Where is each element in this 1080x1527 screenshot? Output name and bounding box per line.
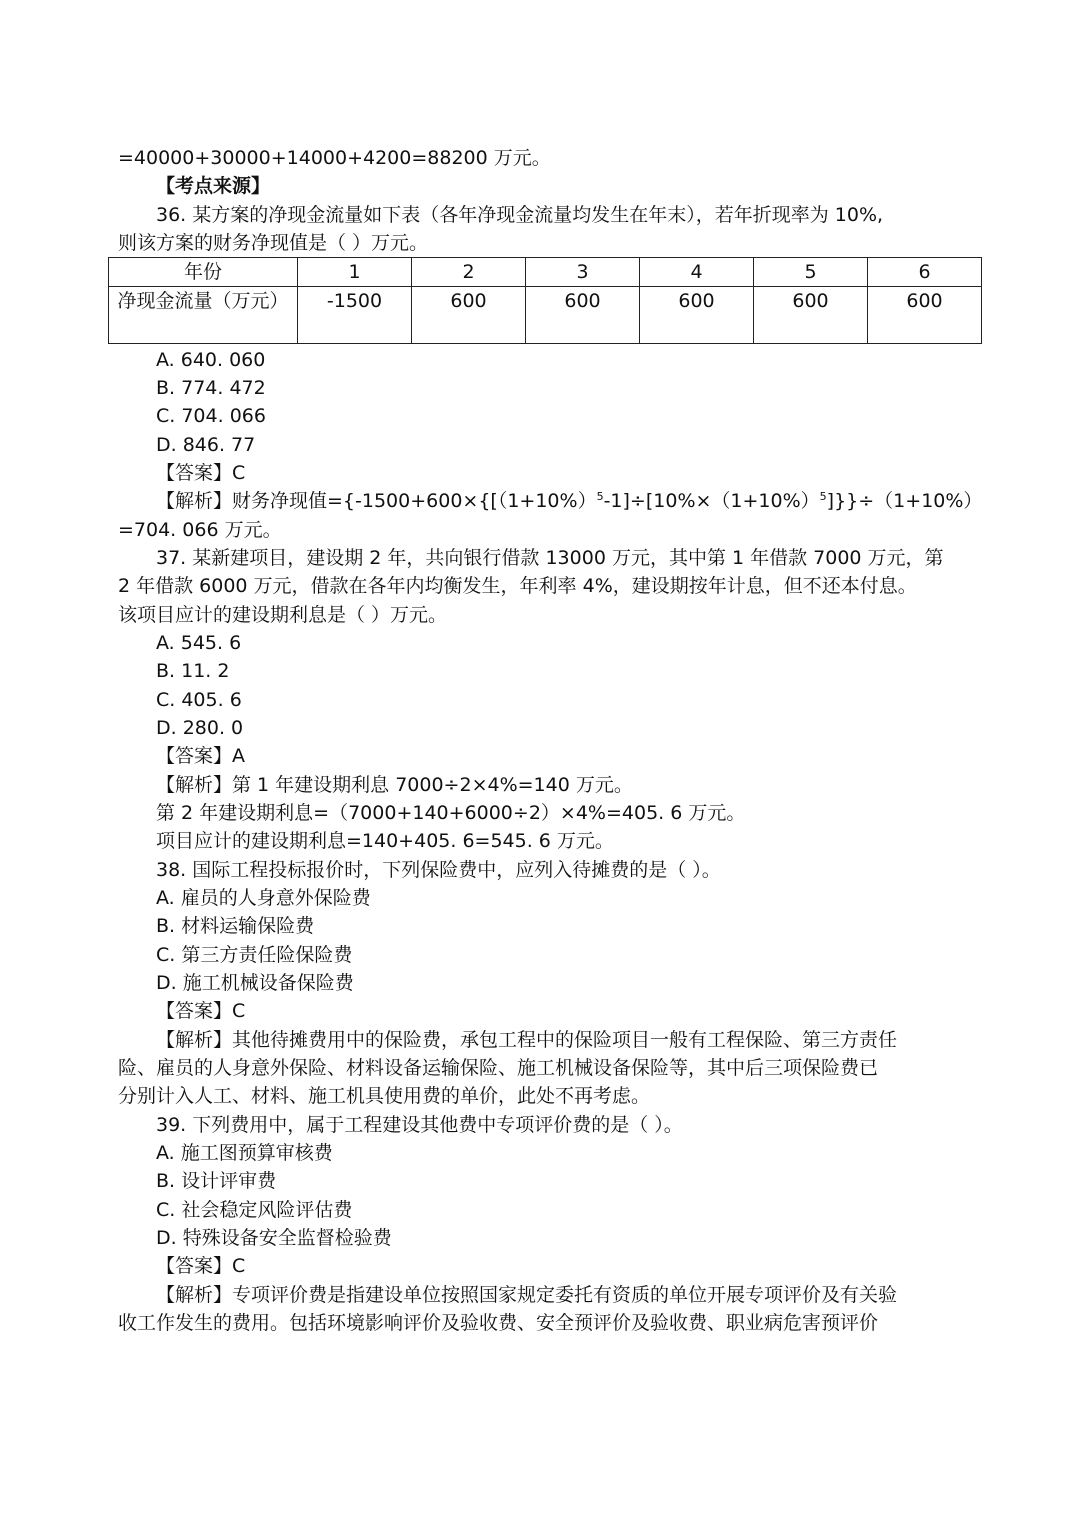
q36-option-b: B. 774. 472: [156, 377, 266, 399]
table-value-cell: -1500: [298, 287, 412, 344]
q37-analysis-line1: 【解析】第 1 年建设期利息 7000÷2×4%=140 万元。: [156, 774, 633, 796]
q37-answer: 【答案】A: [156, 745, 245, 767]
q37-analysis-line2: 第 2 年建设期利息=（7000+140+6000÷2）×4%=405. 6 万元。: [156, 802, 746, 824]
q38-answer: 【答案】C: [156, 1000, 246, 1022]
table-year-cell: 3: [526, 258, 640, 287]
q37-stem-line3: 该项目应计的建设期利息是（ ）万元。: [118, 604, 448, 626]
q39-option-d: D. 特殊设备安全监督检验费: [156, 1227, 392, 1249]
q36-option-a: A. 640. 060: [156, 349, 266, 371]
q36-analysis-line1: [156, 487, 1036, 515]
q39-analysis-line2: 收工作发生的费用。包括环境影响评价及验收费、安全预评价及验收费、职业病危害预评价: [118, 1312, 879, 1334]
cash-flow-table: [108, 257, 982, 344]
q37-option-c: C. 405. 6: [156, 689, 242, 711]
q38-stem: 38. 国际工程投标报价时，下列保险费中，应列入待摊费的是（ ）。: [156, 859, 721, 881]
q36-stem-line1: 36. 某方案的净现金流量如下表（各年净现金流量均发生在年末），若年折现率为 10%,: [156, 204, 884, 226]
q36-analysis-part2: -1]÷[10%×（1+10%）: [603, 490, 820, 512]
q37-stem-line1: 37. 某新建项目，建设期 2 年，共向银行借款 13000 万元，其中第 1 年借款 7000 万元，第: [156, 547, 944, 569]
table-year-cell: 6: [868, 258, 982, 287]
table-row-years: [109, 258, 982, 287]
q39-answer: 【答案】C: [156, 1255, 246, 1277]
table-year-cell: 1: [298, 258, 412, 287]
table-value-cell: 600: [526, 287, 640, 344]
q39-option-a: A. 施工图预算审核费: [156, 1142, 333, 1164]
q38-option-c: C. 第三方责任险保险费: [156, 944, 353, 966]
q36-answer: 【答案】C: [156, 462, 246, 484]
q36-stem-line2: 则该方案的财务净现值是（ ）万元。: [118, 232, 429, 254]
table-value-cell: 600: [868, 287, 982, 344]
q39-option-c: C. 社会稳定风险评估费: [156, 1199, 353, 1221]
source-heading: 【考点来源】: [156, 175, 271, 197]
q37-option-b: B. 11. 2: [156, 660, 230, 682]
table-header-label: 年份: [109, 258, 298, 287]
q39-option-b: B. 设计评审费: [156, 1170, 277, 1192]
q36-analysis-part3: ]}}÷（1+10%）: [826, 490, 983, 512]
q39-stem: 39. 下列费用中，属于工程建设其他费中专项评价费的是（ ）。: [156, 1114, 683, 1136]
q37-analysis-line3: 项目应计的建设期利息=140+405. 6=545. 6 万元。: [156, 830, 614, 852]
table-row-values: [109, 287, 982, 344]
q38-option-a: A. 雇员的人身意外保险费: [156, 887, 371, 909]
q38-analysis-line3: 分别计入人工、材料、施工机具使用费的单价，此处不再考虑。: [118, 1085, 651, 1107]
prev-answer-line: =40000+30000+14000+4200=88200 万元。: [118, 147, 551, 169]
q36-option-c: C. 704. 066: [156, 405, 266, 427]
q38-option-d: D. 施工机械设备保险费: [156, 972, 354, 994]
table-value-cell: 600: [640, 287, 754, 344]
q36-option-d: D. 846. 77: [156, 434, 256, 456]
q36-analysis-line2: =704. 066 万元。: [118, 519, 282, 541]
table-year-cell: 4: [640, 258, 754, 287]
table-year-cell: 2: [412, 258, 526, 287]
q36-exponent-1: 5: [596, 490, 604, 503]
q36-analysis-part1: 【解析】财务净现值={-1500+600×{[（1+10%）: [156, 490, 597, 512]
table-value-cell: 600: [412, 287, 526, 344]
q37-option-a: A. 545. 6: [156, 632, 242, 654]
q38-option-b: B. 材料运输保险费: [156, 915, 315, 937]
table-row-label: 净现金流量（万元）: [109, 287, 298, 344]
q36-exponent-2: 5: [819, 490, 827, 503]
q38-analysis-line1: 【解析】其他待摊费用中的保险费，承包工程中的保险项目一般有工程保险、第三方责任: [156, 1029, 898, 1051]
q37-stem-line2: 2 年借款 6000 万元，借款在各年内均衡发生，年利率 4%，建设期按年计息，但不还本付息。: [118, 575, 917, 597]
q39-analysis-line1: 【解析】专项评价费是指建设单位按照国家规定委托有资质的单位开展专项评价及有关验: [156, 1284, 898, 1306]
table-year-cell: 5: [754, 258, 868, 287]
table-value-cell: 600: [754, 287, 868, 344]
q37-option-d: D. 280. 0: [156, 717, 244, 739]
q38-analysis-line2: 险、雇员的人身意外保险、材料设备运输保险、施工机械设备保险等，其中后三项保险费已: [118, 1057, 879, 1079]
